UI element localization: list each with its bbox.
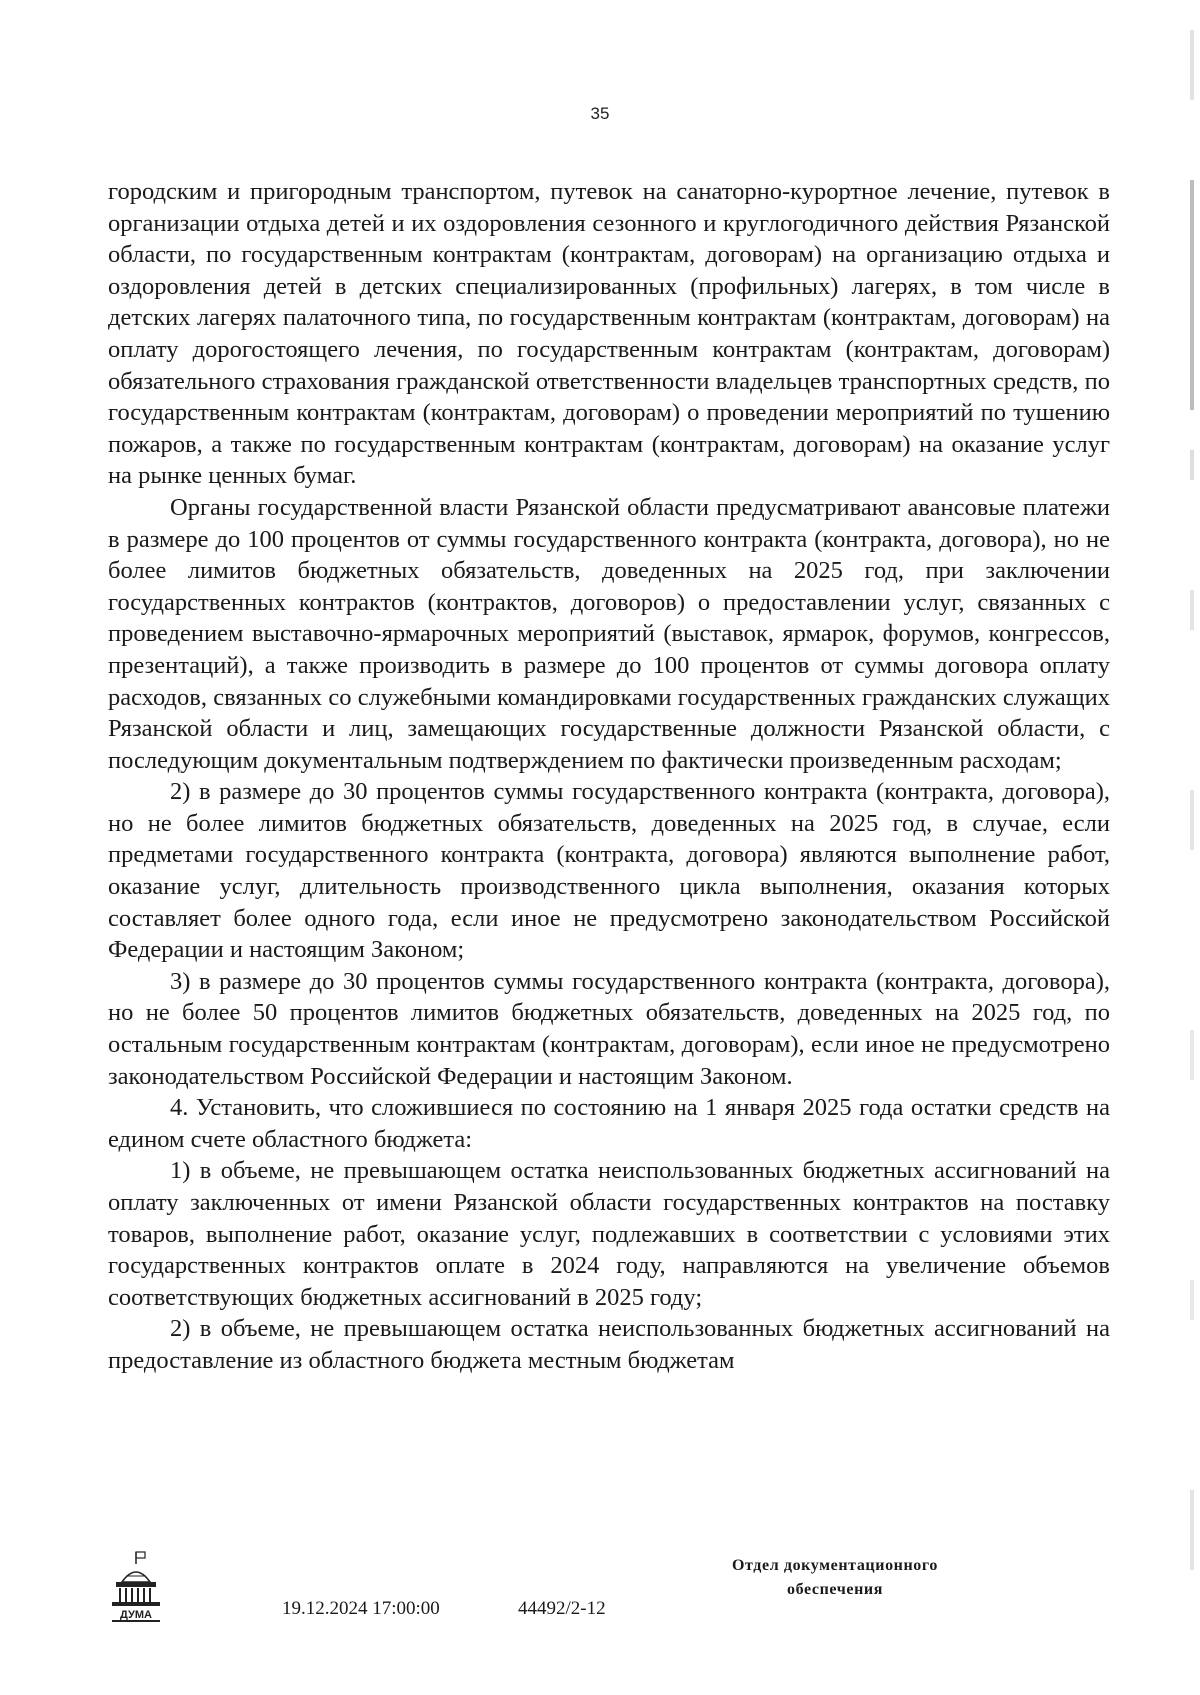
footer-date: 19.12.2024 17:00:00: [282, 1598, 440, 1619]
footer-department-line1: Отдел документационного: [732, 1557, 938, 1574]
paragraph-advance-payments: Органы государственной власти Рязанской области предусматривают авансовые платежи в размере до 100 процентов от суммы государственного контракта (контракта, договора), но не более лимитов бюджетных обязательств, доведенных на 2025 год, при заключении государственных контрактов (контрактов, договоров) о предоставлении услуг, связанных с проведением выставочно-ярмарочных мероприятий (выставок, ярмарок, форумов, конгрессов, презентаций), а также производить в размере до 100 процентов от суммы договора оплату расходов, связанных со служебными командировками государственных гражданских служащих Рязанской области и лиц, замещающих государственные должности Рязанской области, с последующим документальным подтверждением по фактически произведенным расходам;: [108, 493, 1110, 774]
logo-text: ДУМА: [120, 1609, 152, 1621]
footer-department-line2: обеспечения: [787, 1581, 883, 1598]
paragraph-section-4-item-2: 2) в объеме, не превышающем остатка неиспользованных бюджетных ассигнований на предоставление из областного бюджета местным бюджетам: [108, 1315, 1110, 1374]
page-number: 35: [590, 104, 610, 123]
paragraph-item-2: 2) в размере до 30 процентов суммы государственного контракта (контракта, договора), но не более лимитов бюджетных обязательств, доведенных на 2025 год, в случае, если предметами государственного контракта (контракта, договора) являются выполнение работ, оказание услуг, длительность производственного цикла выполнения, оказания которых составляет более одного года, если иное не предусмотрено законодательством Российской Федерации и настоящим Законом;: [108, 778, 1110, 964]
duma-building-icon: [108, 1550, 164, 1624]
paragraph-section-4-item-1: 1) в объеме, не превышающем остатка неиспользованных бюджетных ассигнований на оплату заключенных от имени Рязанской области государственных контрактов на поставку товаров, выполнение работ, оказание услуг, подлежавших в соответствии с условиями этих государственных контрактов оплате в 2024 году, направляются на увеличение объемов соответствующих бюджетных ассигнований в 2025 году;: [108, 1157, 1110, 1311]
footer-department: [700, 1554, 970, 1602]
paragraph-section-4: 4. Установить, что сложившиеся по состоянию на 1 января 2025 года остатки средств на едином счете областного бюджета:: [108, 1094, 1110, 1153]
footer-document-number: 44492/2-12: [518, 1598, 606, 1619]
document-body: [108, 176, 1110, 1377]
paragraph-item-3: 3) в размере до 30 процентов суммы государственного контракта (контракта, договора), но не более 50 процентов лимитов бюджетных обязательств, доведенных на 2025 год, по остальным государственным контрактам (контрактам, договорам), если иное не предусмотрено законодательством Российской Федерации и настоящим Законом.: [108, 967, 1110, 1090]
scan-edge-artifact: [1186, 30, 1200, 1670]
page-footer: [0, 1532, 1200, 1672]
paragraph-continuation: городским и пригородным транспортом, путевок на санаторно-курортное лечение, путевок в организации отдыха детей и их оздоровления сезонного и круглогодичного действия Рязанской области, по государственным контрактам (контрактам, договорам) на организацию отдыха и оздоровления детей в детских специализированных (профильных) лагерях, в том числе в детских лагерях палаточного типа, по государственным контрактам (контрактам, договорам) на оплату дорогостоящего лечения, по государственным контрактам (контрактам, договорам) обязательного страхования гражданской ответственности владельцев транспортных средств, по государственным контрактам (контрактам, договорам) о проведении мероприятий по тушению пожаров, а также по государственным контрактам (контрактам, договорам) на оказание услуг на рынке ценных бумаг.: [108, 178, 1110, 490]
